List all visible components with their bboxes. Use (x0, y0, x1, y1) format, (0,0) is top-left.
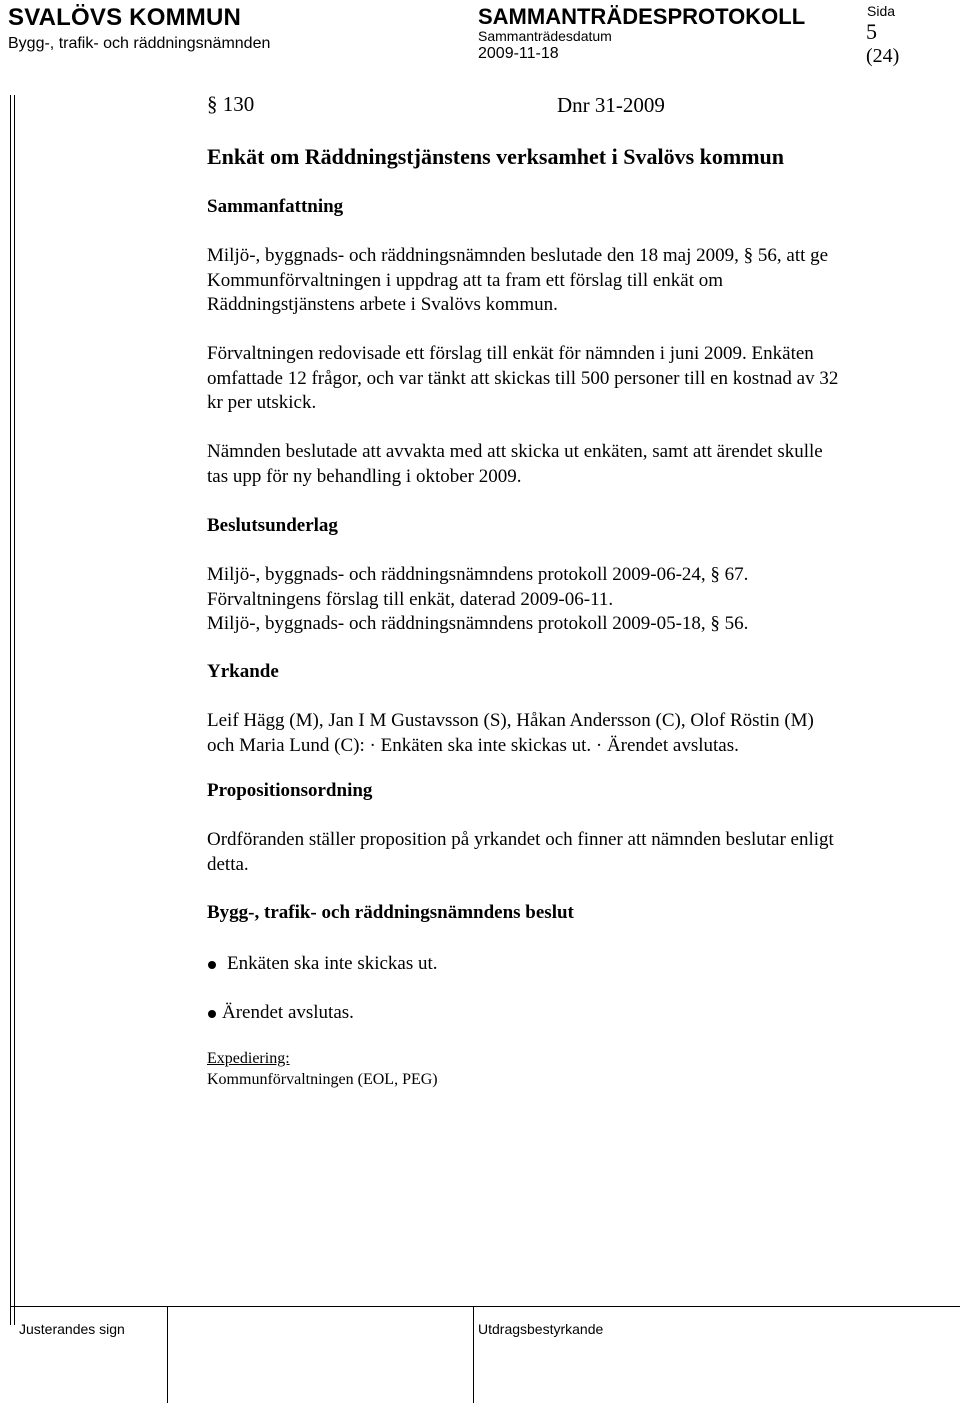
text-line: tas upp för ny behandling i oktober 2009. (207, 465, 522, 487)
margin-rule-left (10, 95, 11, 1325)
proposition-text (207, 828, 834, 877)
decision-item: Ärendet avslutas. (222, 1002, 354, 1023)
paragraph-number: § 130 (207, 92, 255, 116)
text-line: och Maria Lund (C): · Enkäten ska inte skickas ut. · Ärendet avslutas. (207, 734, 739, 756)
bullet-icon (208, 1010, 216, 1018)
text-line: Miljö-, byggnads- och räddningsnämnden beslutade den 18 maj 2009, § 56, att ge (207, 245, 829, 266)
meeting-date: 2009-11-18 (478, 45, 559, 62)
heading-beslutsunderlag: Beslutsunderlag (207, 515, 338, 536)
section-title: Enkät om Räddningstjänstens verksamhet i Svalövs kommun (207, 144, 784, 169)
list-item: Miljö-, byggnads- och räddningsnämndens protokoll 2009-06-24, § 67. (207, 564, 749, 585)
page-label: Sida (867, 3, 896, 19)
text-line: omfattade 12 frågor, och var tänkt att skickas till 500 personer till en kostnad av 32 (207, 367, 839, 389)
extract-certification-label: Utdragsbestyrkande (478, 1321, 604, 1337)
page-number: 5 (866, 19, 877, 44)
text-line: Nämnden beslutade att avvakta med att skicka ut enkäten, samt att ärendet skulle (207, 441, 823, 462)
margin-rule-right (14, 95, 15, 1325)
expediering-recipient: Kommunförvaltningen (EOL, PEG) (207, 1071, 438, 1088)
heading-sammanfattning: Sammanfattning (207, 196, 344, 217)
signature-label: Justerandes sign (19, 1321, 125, 1337)
text-line: detta. (207, 853, 249, 875)
department-name: Bygg-, trafik- och räddningsnämnden (8, 35, 271, 52)
org-name: SVALÖVS KOMMUN (8, 4, 242, 31)
list-item: Förvaltningens förslag till enkät, daterad 2009-06-11. (207, 588, 614, 610)
document-type: SAMMANTRÄDESPROTOKOLL (478, 4, 806, 29)
expediering-label: Expediering: (207, 1050, 290, 1067)
bullet-icon (208, 961, 216, 969)
summary-paragraph-2 (207, 342, 838, 416)
summary-paragraph-1 (207, 244, 828, 318)
page-total: (24) (866, 45, 900, 67)
heading-propositionsordning: Propositionsordning (207, 780, 373, 801)
footer-divider (167, 1306, 168, 1403)
text-line: Kommunförvaltningen i uppdrag att ta fram ett förslag till enkät om (207, 269, 724, 291)
dnr: Dnr 31-2009 (557, 93, 665, 117)
list-item: Miljö-, byggnads- och räddningsnämndens protokoll 2009-05-18, § 56. (207, 613, 749, 634)
date-label: Sammanträdesdatum (478, 28, 612, 44)
text-line: Räddningstjänstens arbete i Svalövs kommun. (207, 294, 558, 315)
text-line: kr per utskick. (207, 392, 317, 413)
decision-basis-list (207, 563, 748, 637)
summary-paragraph-3 (207, 440, 823, 489)
footer-divider (473, 1306, 474, 1403)
heading-yrkande: Yrkande (207, 661, 279, 682)
decision-item: Enkäten ska inte skickas ut. (227, 953, 438, 974)
text-line: Leif Hägg (M), Jan I M Gustavsson (S), Håkan Andersson (C), Olof Röstin (M) (207, 710, 814, 731)
motion-text (207, 709, 814, 758)
text-line: Förvaltningen redovisade ett förslag till enkät för nämnden i juni 2009. Enkäten (207, 343, 814, 364)
text-line: Ordföranden ställer proposition på yrkandet och finner att nämnden beslutar enligt (207, 829, 834, 850)
footer-rule (10, 1306, 960, 1307)
heading-beslut: Bygg-, trafik- och räddningsnämndens beslut (207, 902, 574, 923)
